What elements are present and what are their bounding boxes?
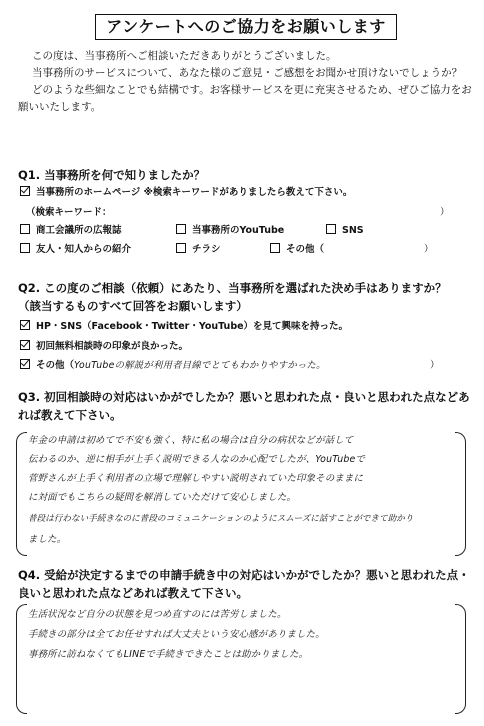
bracket-left-icon [16,432,27,556]
q1-option-homepage[interactable] [20,186,352,200]
q1-keyword-close: ） [440,207,450,218]
q2-other-close: ） [430,360,440,371]
q1-option-friend-label: 友人・知人からの紹介 [36,244,132,255]
q2-option-hp-sns-label: HP・SNS（Facebook・Twitter・YouTube）を見て興味を持った。 [36,321,349,332]
q1-option-sns-label: SNS [342,225,364,236]
checkbox-icon[interactable] [176,224,186,234]
q1-keyword-label: （検索キーワード： [26,207,112,218]
q2-note: （該当するものすべて回答をお願いします） [18,299,248,313]
q4-question: Q4. 受給が決定するまでの申請手続き中の対応はいかがでしたか？悪いと思われた点・良いと思われた点などあれば教えて下さい。 [18,568,470,600]
checkbox-checked-icon[interactable] [20,340,30,350]
intro-line-1: この度は、当事務所へご相談いただきありがとうございました。 [32,50,337,62]
q3-question: Q3. 初回相談時の対応はいかがでしたか？悪いと思われた点・良いと思われた点などあれば教えて下さい。 [18,390,470,422]
bracket-right-icon [455,604,466,714]
q4-answer-box[interactable] [18,604,470,712]
q3-answer-line: 菅野さんが上手く利用者の立場で理解しやすい説明されていた印象そのままに [28,473,364,484]
q4-answer-line: 事務所に訪ねなくてもLINEで手続きできたことは助かりました。 [28,649,309,660]
q2-option-other[interactable] [20,359,326,373]
q1-option-friend[interactable] [20,243,131,257]
q3-answer-line: 伝わるのか、逆に相手が上手く説明できる人なのか心配でしたが、YouTubeで [28,454,366,465]
q3-answer-box[interactable] [18,432,470,554]
checkbox-icon[interactable] [270,243,280,253]
bracket-left-icon [16,604,27,714]
q4-answer-line: 生活状況など自分の状態を見つめ直すのには苦労しました。 [28,609,287,620]
q1-option-homepage-label: 当事務所のホームページ ※検索キーワードがありましたら教えて下さい。 [36,187,353,198]
checkbox-checked-icon[interactable] [20,359,30,369]
intro-text [18,48,473,116]
checkbox-icon[interactable] [20,224,30,234]
q1-option-flyer[interactable] [176,243,221,257]
checkbox-icon[interactable] [20,243,30,253]
q4-answer-line: 手続きの部分は全てお任せすれば大丈夫という安心感がありました。 [28,629,325,640]
q1-option-other-label: その他（ [286,244,325,255]
intro-line-2: 当事務所のサービスについて、あなた様のご意見・ご感想をお聞かせ頂けないでしょうか？ [32,67,463,79]
q2-option-other-label: その他（ [36,360,75,371]
checkbox-icon[interactable] [326,224,336,234]
checkbox-icon[interactable] [176,243,186,253]
q1-option-youtube-label: 当事務所のYouTube [192,225,285,236]
q2-option-hp-sns[interactable] [20,320,348,334]
q3-answer-line: ました。 [28,534,67,545]
q3-answer-line: 普段は行わない手続きなのに普段のコミュニケーションのようにスムーズに話すことができて助かり [28,514,414,524]
page-title: アンケートへのご協力をお願いします [95,14,397,40]
q1-option-flyer-label: チラシ [192,244,221,255]
q1-other-close: ） [424,244,434,255]
q3-answer-line: 年金の申請は初めてで不安も強く、特に私の場合は自分の病状などが話して [28,435,354,446]
q1-option-other[interactable] [270,243,324,257]
q2-question: Q2. この度のご相談（依頼）にあたり、当事務所を選ばれた決め手はありますか？ [18,281,447,295]
q3-answer-line: に対面でもこちらの疑問を解消していただけて安心しました。 [28,492,297,503]
checkbox-checked-icon[interactable] [20,320,30,330]
q2-other-answer: YouTubeの解説が利用者目線でとてもわかりやすかった。 [74,360,326,371]
q1-option-youtube[interactable] [176,224,284,238]
q2-option-free-consult[interactable] [20,340,188,354]
q2-option-free-consult-label: 初回無料相談時の印象が良かった。 [36,341,189,352]
q1-option-chamber[interactable] [20,224,122,238]
bracket-right-icon [455,432,466,556]
intro-line-3: どのような些細なことでも結構です。お客様サービスを更に充実させるため、ぜひご協力をお願いいたします。 [18,84,472,113]
checkbox-checked-icon[interactable] [20,186,30,196]
q1-option-chamber-label: 商工会議所の広報誌 [36,225,122,236]
q1-option-sns[interactable] [326,224,364,238]
q1-question: Q1. 当事務所を何で知りましたか？ [18,168,206,182]
